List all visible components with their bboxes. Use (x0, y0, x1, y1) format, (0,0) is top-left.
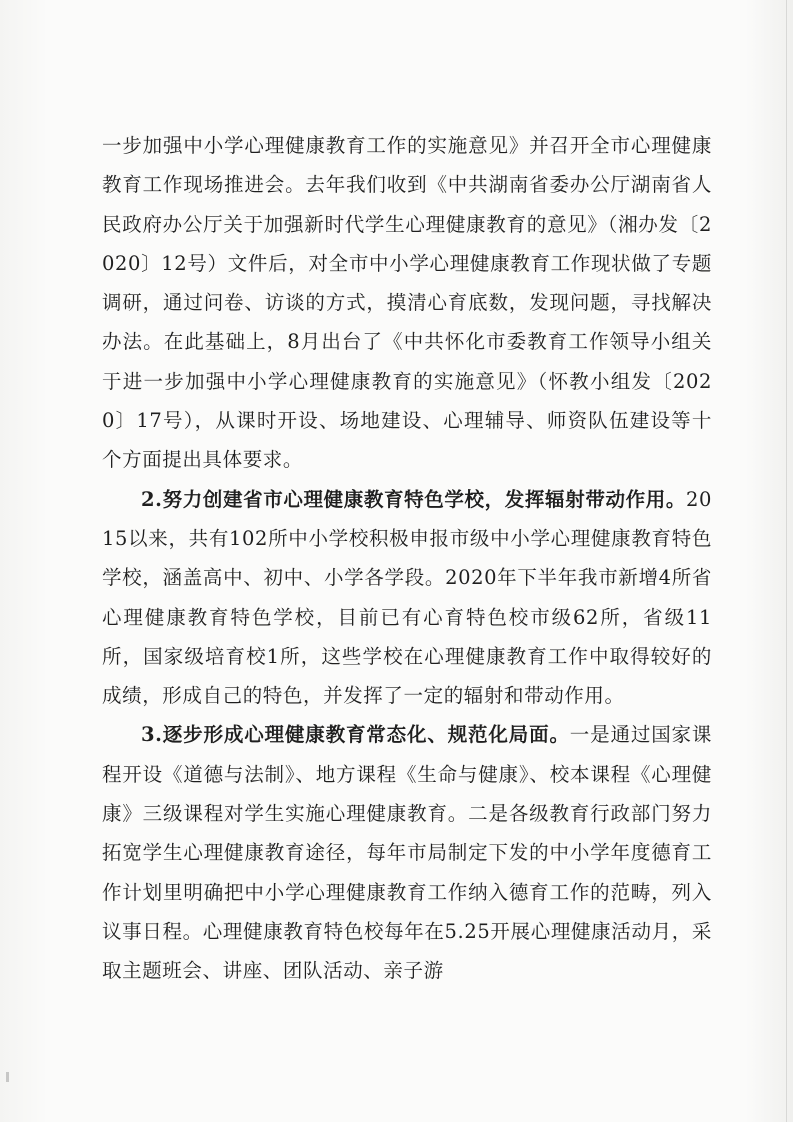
paragraph-3 (102, 715, 712, 990)
scan-edge-line (786, 0, 787, 1122)
paragraph-1 (102, 126, 712, 480)
paragraph-3-heading: 3.逐步形成心理健康教育常态化、规范化局面。 (141, 723, 570, 747)
paragraph-3-text: 一是通过国家课程开设《道德与法制》、地方课程《生命与健康》、校本课程《心理健康》三级课程对学生实施心理健康教育。二是各级教育行政部门努力拓宽学生心理健康教育途径，每年市局制定下发的中小学年度德育工作计划里明确把中小学心理健康教育工作纳入德育工作的范畴，列入议事日程。心理健康教育特色校每年在5.25开展心理健康活动月，采取主题班会、讲座、团队活动、亲子游 (102, 723, 712, 983)
paragraph-2 (102, 480, 712, 716)
paragraph-1-text: 一步加强中小学心理健康教育工作的实施意见》并召开全市心理健康教育工作现场推进会。去年我们收到《中共湖南省委办公厅湖南省人民政府办公厅关于加强新时代学生心理健康教育的意见》（湘办发〔2020〕12号）文件后，对全市中小学心理健康教育工作现状做了专题调研，通过问卷、访谈的方式，摸清心育底数，发现问题，寻找解决办法。在此基础上，8月出台了《中共怀化市委教育工作领导小组关于进一步加强中小学心理健康教育的实施意见》（怀教小组发〔2020〕17号），从课时开设、场地建设、心理辅导、师资队伍建设等十个方面提出具体要求。 (102, 134, 712, 472)
scan-speck (6, 1072, 9, 1082)
document-body (102, 126, 712, 991)
paragraph-2-heading: 2.努力创建省市心理健康教育特色学校，发挥辐射带动作用。 (141, 487, 686, 511)
paragraph-2-text: 2015以来，共有102所中小学校积极申报市级中小学心理健康教育特色学校，涵盖高中、初中、小学各学段。2020年下半年我市新增4所省心理健康教育特色学校，目前已有心育特色校市级62所，省级11所，国家级培育校1所，这些学校在心理健康教育工作中取得较好的成绩，形成自己的特色，并发挥了一定的辐射和带动作用。 (102, 487, 712, 708)
